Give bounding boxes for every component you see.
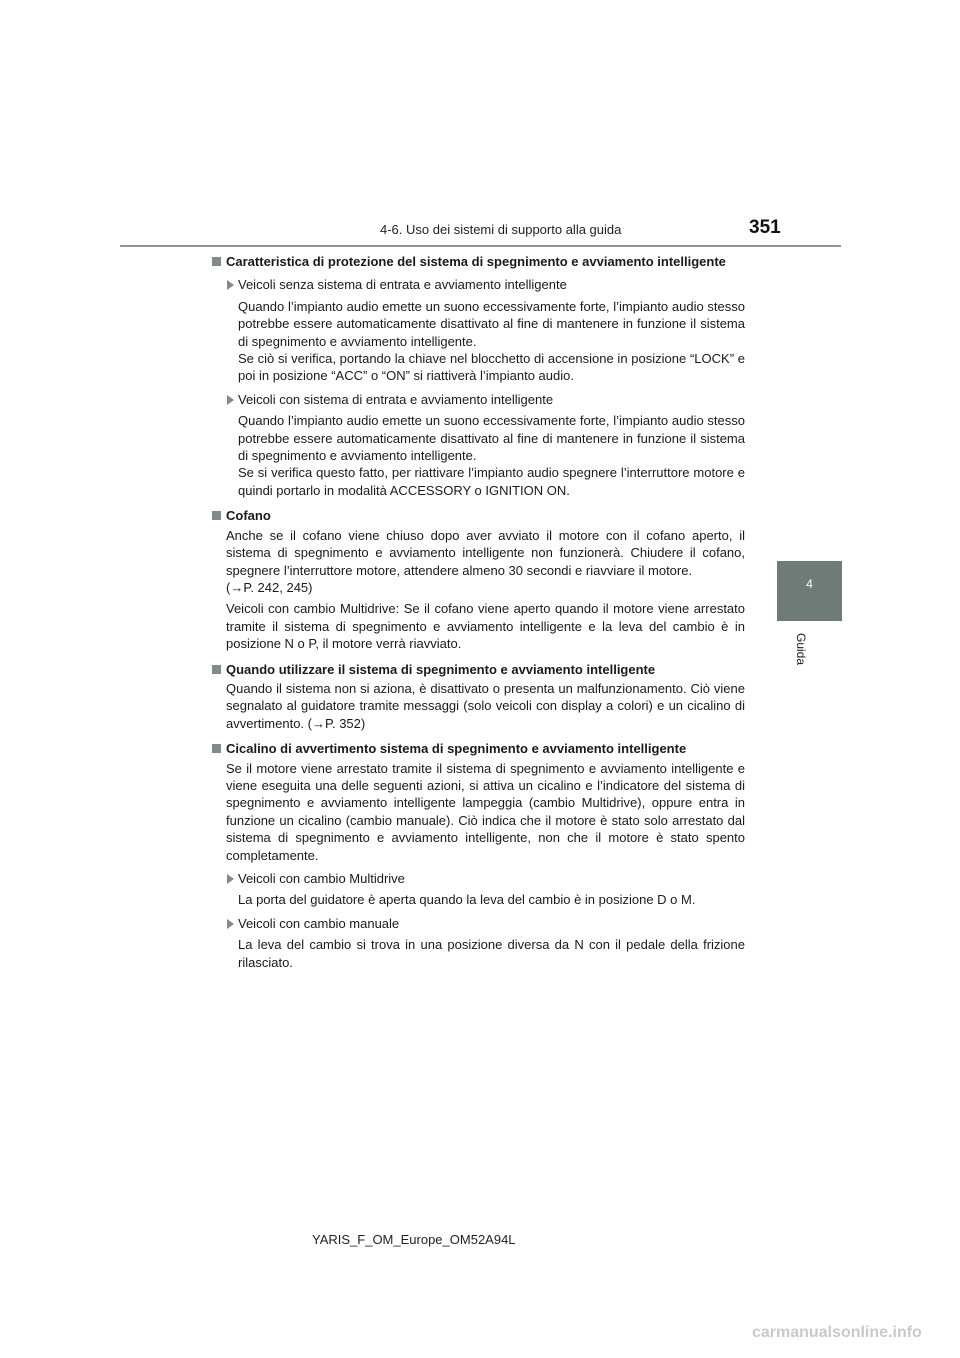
section-heading-text: Quando utilizzare il sistema di spegnimento e avviamento intelligente <box>226 661 656 677</box>
section-heading <box>212 661 745 678</box>
subheading <box>212 276 745 293</box>
triangle-bullet-icon <box>227 280 234 290</box>
section-warning-buzzer <box>212 740 745 971</box>
paragraph <box>212 298 745 385</box>
header-section-title: 4-6. Uso dei sistemi di supporto alla guida <box>380 222 622 237</box>
paragraph-text: Veicoli con cambio Multidrive: Se il cofano viene aperto quando il motore viene arrestato tramite il sistema di spegnimento e avviamento intelligente e la leva del cambio è in posizione N o P, il motore verrà riavviato. <box>226 601 745 652</box>
square-bullet-icon <box>212 257 221 266</box>
paragraph <box>212 760 745 864</box>
section-protection-feature <box>212 253 745 499</box>
subheading-text: Veicoli con cambio Multidrive <box>238 871 405 886</box>
square-bullet-icon <box>212 744 221 753</box>
section-heading-text: Cicalino di avvertimento sistema di spegnimento e avviamento intelligente <box>226 741 687 757</box>
chapter-tab-label-area <box>777 621 842 701</box>
paragraph-text: Quando il sistema non si aziona, è disattivato o presenta un malfunzionamento. Ciò viene segnalato al guidatore tramite messaggi (solo veicoli con display a colori) e un cicalino di avvertimento. (→P. 352) <box>226 680 745 731</box>
triangle-bullet-icon <box>227 395 234 405</box>
square-bullet-icon <box>212 511 221 520</box>
page-number: 351 <box>749 217 781 238</box>
subheading-text: Veicoli senza sistema di entrata e avviamento intelligente <box>238 277 567 293</box>
paragraph-text: Se il motore viene arrestato tramite il sistema di spegnimento e avviamento intelligente e viene eseguita una delle seguenti azioni, si attiva un cicalino e l’indicatore del sistema di spegnimento e avviamento intelligente lampeggia (cambio Multidrive), oppure entra in funzione un cicalino (cambio manuale). Ciò indica che il motore è stato solo arrestato dal sistema di spegnimento e avviamento intelligente, non che il motore è stato spento completamente. <box>226 760 745 863</box>
section-heading <box>212 507 745 524</box>
section-when-to-use <box>212 661 745 733</box>
section-heading-text: Caratteristica di protezione del sistema di spegnimento e avviamento intelligente <box>226 254 726 269</box>
subheading <box>212 915 745 932</box>
paragraph-text: Se ciò si verifica, portando la chiave nel blocchetto di accensione in posizione “LOCK” e poi in posizione “ACC” o “ON” si riattiverà l’impianto audio. <box>238 351 745 384</box>
paragraph <box>212 527 745 597</box>
subheading <box>212 870 745 887</box>
section-heading <box>212 740 745 757</box>
chapter-tab-label: Guida <box>794 633 808 666</box>
subheading-text: Veicoli con cambio manuale <box>238 915 400 931</box>
triangle-bullet-icon <box>227 919 234 929</box>
paragraph <box>212 680 745 732</box>
paragraph-text: La porta del guidatore è aperta quando la leva del cambio è in posizione D o M. <box>238 892 696 908</box>
paragraph-text: Anche se il cofano viene chiuso dopo aver avviato il motore con il cofano aperto, il sistema di spegnimento e avviamento intelligente non funzionerà. Chiudere il cofano, spegnere l’interruttore motore, attendere almeno 30 secondi e riavviare il motore. <box>226 527 745 578</box>
paragraph <box>212 600 745 652</box>
chapter-tab <box>777 561 842 621</box>
page-reference: (→P. 242, 245) <box>226 579 313 595</box>
paragraph <box>212 891 745 908</box>
square-bullet-icon <box>212 665 221 674</box>
subheading-text: Veicoli con sistema di entrata e avviamento intelligente <box>238 391 554 407</box>
main-content <box>212 253 745 975</box>
paragraph-text: Se si verifica questo fatto, per riattivare l’impianto audio spegnere l’interruttore motore e quindi portarlo in modalità ACCESSORY o IGNITION ON. <box>238 465 745 498</box>
section-heading-text: Cofano <box>226 508 271 524</box>
triangle-bullet-icon <box>227 874 234 884</box>
document-code: YARIS_F_OM_Europe_OM52A94L <box>312 1232 516 1247</box>
section-heading <box>212 253 745 270</box>
paragraph-text: Quando l’impianto audio emette un suono eccessivamente forte, l’impianto audio stesso potrebbe essere automaticamente disattivato al fine di mantenere in funzione il sistema di spegnimento e avviamento intelligente. <box>238 413 745 464</box>
paragraph-text: Quando l’impianto audio emette un suono eccessivamente forte, l’impianto audio stesso potrebbe essere automaticamente disattivato al fine di mantenere in funzione il sistema di spegnimento e avviamento intelligente. <box>238 298 745 349</box>
section-hood <box>212 507 745 652</box>
paragraph <box>212 936 745 971</box>
paragraph-text: La leva del cambio si trova in una posizione diversa da N con il pedale della frizione rilasciato. <box>238 937 745 970</box>
paragraph <box>212 412 745 499</box>
watermark: carmanualsonline.info <box>752 1324 922 1341</box>
chapter-tab-number: 4 <box>806 577 813 591</box>
subheading <box>212 391 745 408</box>
header-divider <box>120 245 841 247</box>
